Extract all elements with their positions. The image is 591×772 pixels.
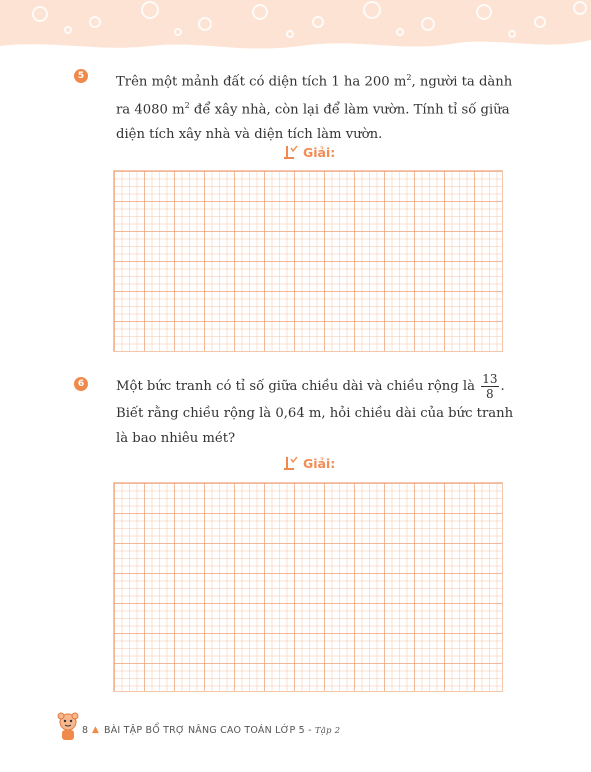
page-number: 8 [82, 725, 89, 736]
mascot-icon [56, 712, 80, 742]
page-footer [56, 712, 356, 746]
pencil-note-icon [283, 455, 299, 474]
problem-number-badge: 5 [74, 69, 88, 83]
book-title: BÀI TẬP BỔ TRỢ NÂNG CAO TOÁN LỚP 5 - Tập 2 [104, 725, 341, 736]
problem-number-badge: 6 [74, 377, 88, 391]
solution-grid[interactable] [113, 482, 503, 692]
problem-text: Một bức tranh có tỉ số giữa chiều dài và chiều rộng là $\frac{13}{8}$ . Biết rằng chiều rộng là 0,64 m, hỏi chiều dài của bức tranh là bao nhiêu mét? [116, 372, 514, 446]
triangle-icon: ▲ [92, 725, 99, 735]
top-decorative-band [0, 0, 591, 58]
fraction: $\frac{13}{8}$ [482, 372, 498, 401]
solution-label: Giải: [283, 144, 335, 163]
solution-grid[interactable] [113, 170, 503, 352]
problem-text: Trên một mảnh đất có diện tích 1 ha 200 $m^2$, người ta dành ra 4080 $m^2$ để xây nhà, còn lại để làm vườn. Tính tỉ số giữa diện tích xây nhà và diện tích làm vườn. [116, 73, 513, 142]
pencil-note-icon [283, 144, 299, 163]
solution-label: Giải: [283, 455, 335, 474]
